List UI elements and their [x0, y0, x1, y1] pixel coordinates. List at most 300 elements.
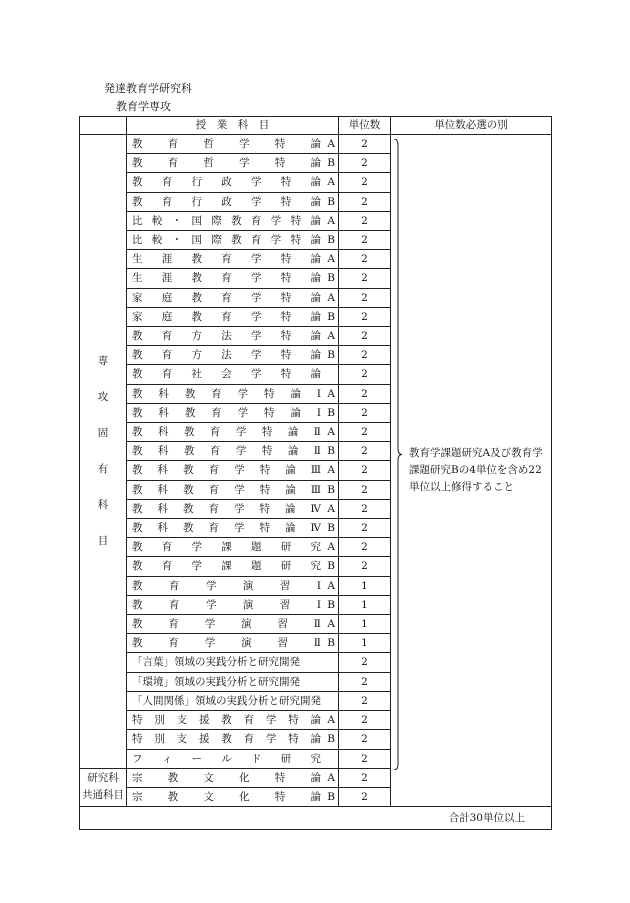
subject-name — [127, 269, 339, 288]
subject-name — [127, 327, 339, 346]
units-value: 2 — [339, 346, 391, 365]
subject-suffix: B — [327, 637, 335, 650]
subject-char: 特 — [280, 310, 292, 323]
subject-char: 教 — [132, 157, 143, 170]
subject-char: 育 — [168, 618, 179, 631]
subject-char: 習 — [279, 598, 291, 611]
subject-char: 生 — [132, 272, 143, 285]
subject-char: 比 — [132, 234, 143, 247]
subject-char: 支 — [176, 733, 188, 746]
subject-char: 学 — [191, 541, 202, 554]
subject-char: 論 — [310, 714, 321, 727]
subject-char: 教 — [183, 464, 194, 477]
subject-char: 論 — [310, 368, 321, 381]
subject-char: ・ — [171, 234, 183, 247]
subject-char: 学 — [251, 253, 262, 266]
subject-char: 究 — [310, 752, 321, 765]
subject-suffix: A — [327, 541, 335, 554]
subject-suffix: B — [327, 598, 335, 611]
subject-char: 題 — [251, 560, 262, 573]
requirement-note — [391, 135, 552, 807]
subject-char: 育 — [221, 253, 232, 266]
subject-char: 習 — [279, 579, 291, 592]
subject-char: 習 — [277, 637, 288, 650]
subject-char: 哲 — [203, 138, 214, 150]
subject-char: Ⅱ — [313, 637, 321, 650]
faculty-title: 発達教育学研究科 — [104, 82, 192, 95]
subject-char: 特 — [288, 733, 299, 746]
units-value: 2 — [339, 173, 391, 192]
subject-char: 特 — [274, 157, 286, 170]
subject-char: 学 — [270, 214, 282, 227]
subject-char: 習 — [277, 618, 288, 631]
subject-char: 学 — [234, 483, 245, 496]
subject-name — [127, 346, 339, 365]
units-value: 2 — [339, 519, 391, 538]
subject-char: 学 — [234, 464, 245, 477]
subject-char: 特 — [280, 349, 292, 362]
units-value: 2 — [339, 480, 391, 499]
subject-char: 育 — [167, 157, 179, 170]
subject-suffix: B — [327, 733, 335, 746]
subject-char: 法 — [221, 330, 232, 343]
subject-char: 宗 — [132, 790, 143, 803]
subject-char: 学 — [251, 195, 262, 208]
subject-char: 特 — [261, 445, 273, 458]
subject-char: 学 — [265, 714, 277, 727]
subject-char: 方 — [191, 349, 202, 362]
units-value: 2 — [339, 423, 391, 442]
subject-char: 特 — [280, 330, 292, 343]
header-row — [80, 117, 552, 135]
subject-char: 特 — [280, 291, 292, 304]
subject-char: 文 — [203, 771, 214, 784]
units-value: 2 — [339, 672, 391, 691]
subject-char: 科 — [157, 502, 168, 515]
subject-suffix: A — [327, 579, 335, 592]
subject-char: 教 — [132, 502, 143, 515]
subject-char: 論 — [310, 253, 321, 266]
subject-char: 論 — [310, 138, 321, 150]
subject-char: 論 — [285, 464, 296, 477]
subject-char: 育 — [161, 349, 173, 362]
subject-char: 論 — [310, 176, 321, 189]
units-value: 2 — [339, 211, 391, 230]
subject-char: 育 — [221, 310, 232, 323]
subject-suffix: A — [327, 771, 335, 784]
subject-char: 学 — [251, 291, 262, 304]
subject-suffix: A — [327, 291, 335, 304]
subject-name — [127, 442, 339, 461]
subject-char: Ⅳ — [310, 522, 321, 535]
subject-char: 特 — [280, 176, 292, 189]
subject-char: 学 — [251, 310, 262, 323]
units-value: 2 — [339, 653, 391, 672]
subject-suffix: B — [327, 445, 335, 458]
subject-char: 育 — [211, 387, 222, 400]
subject-suffix: B — [327, 310, 335, 323]
subject-char: 科 — [158, 406, 169, 419]
subject-char: ー — [191, 752, 202, 765]
subject-name — [127, 787, 339, 806]
subject-char: 政 — [221, 176, 232, 189]
subject-char: 教 — [132, 483, 143, 496]
subject-char: 家 — [132, 291, 143, 304]
subject-char: 政 — [221, 195, 232, 208]
subject-char: 援 — [198, 714, 210, 727]
subject-char: Ⅲ — [310, 483, 321, 496]
subject-char: 比 — [132, 214, 143, 227]
subject-char: 究 — [310, 541, 321, 554]
units-value: 2 — [339, 365, 391, 384]
subject-char: 学 — [265, 733, 277, 746]
subject-char: 教 — [132, 464, 143, 477]
total-row — [80, 807, 552, 830]
subject-char: 宗 — [132, 771, 143, 784]
subject-char: 特 — [259, 464, 271, 477]
subject-char: 育 — [161, 330, 173, 343]
subject-char: 論 — [310, 790, 321, 803]
subject-char: 教 — [183, 445, 195, 458]
category-char: 専 — [97, 355, 109, 368]
subject-char: Ⅰ — [316, 598, 321, 611]
subject-suffix: A — [327, 330, 335, 343]
subject-char: 教 — [191, 291, 202, 304]
subject-char: 教 — [132, 176, 143, 189]
subject-char: 教 — [132, 195, 143, 208]
subject-char: 教 — [184, 387, 196, 400]
subject-char: 特 — [264, 406, 275, 419]
units-value: 2 — [339, 711, 391, 730]
subject-name — [127, 576, 339, 595]
units-value: 2 — [339, 768, 391, 787]
subject-char: 特 — [264, 387, 275, 400]
units-value: 2 — [339, 231, 391, 250]
units-value: 2 — [339, 442, 391, 461]
subject-char: 特 — [259, 502, 270, 515]
subject-suffix: A — [327, 214, 335, 227]
subject-char: 教 — [132, 330, 143, 343]
header-subject: 授 業 科 目 — [127, 117, 339, 135]
subject-name — [127, 403, 339, 422]
subject-char: 較 — [151, 234, 163, 247]
subject-char: 育 — [161, 195, 173, 208]
subject-char: 学 — [237, 406, 249, 419]
subject-name — [127, 211, 339, 230]
subject-name — [127, 653, 339, 672]
subject-name — [127, 307, 339, 326]
subject-suffix: B — [327, 272, 335, 285]
subject-char: 特 — [259, 522, 270, 535]
subject-char: 行 — [191, 195, 202, 208]
subject-suffix: B — [327, 195, 335, 208]
subject-char: 学 — [239, 138, 250, 150]
subject-name — [127, 691, 339, 710]
subject-char: 家 — [132, 310, 143, 323]
subject-suffix: A — [327, 618, 335, 631]
subject-char: 教 — [132, 618, 143, 631]
subject-char: 教 — [132, 445, 143, 458]
units-value: 2 — [339, 538, 391, 557]
subject-char: ド — [251, 752, 262, 765]
category-common-line: 共通科目 — [82, 789, 124, 802]
category-common-line: 研究科 — [87, 772, 119, 785]
subject-char: 論 — [310, 310, 321, 323]
subject-char: 論 — [310, 733, 321, 746]
subject-char: ル — [221, 752, 232, 765]
subject-name — [127, 538, 339, 557]
units-value: 2 — [339, 384, 391, 403]
units-value: 2 — [339, 749, 391, 768]
subject-char: 教 — [132, 541, 143, 554]
units-value: 2 — [339, 307, 391, 326]
units-value: 1 — [339, 634, 391, 653]
subject-name — [127, 499, 339, 518]
subject-name — [127, 634, 339, 653]
header-requirement: 単位数必選の別 — [391, 117, 552, 135]
subject-char: 演 — [242, 598, 254, 611]
subject-name — [127, 384, 339, 403]
subject-name — [127, 192, 339, 211]
subject-char: 方 — [191, 330, 202, 343]
subject-char: 教 — [132, 138, 143, 150]
subject-name — [127, 595, 339, 614]
subject-char: 教 — [132, 522, 143, 535]
subject-char: 育 — [161, 560, 173, 573]
subject-char: 学 — [235, 445, 247, 458]
subject-char: 較 — [151, 214, 163, 227]
subject-char: 国 — [191, 234, 202, 247]
units-value: 2 — [339, 557, 391, 576]
subject-name — [127, 557, 339, 576]
subject-char: 論 — [290, 387, 301, 400]
units-value: 2 — [339, 691, 391, 710]
subject-text: 「環境」領域の実践分析と研究開発 — [132, 675, 300, 688]
subject-name — [127, 768, 339, 787]
subject-char: 特 — [274, 790, 286, 803]
subject-suffix: B — [327, 522, 335, 535]
subject-char: 育 — [167, 138, 179, 150]
subject-char: 学 — [251, 272, 262, 285]
total-units: 合計30単位以上 — [80, 807, 552, 830]
subject-char: 法 — [221, 349, 232, 362]
subject-text: 「人間関係」領域の実践分析と研究開発 — [132, 694, 321, 707]
subject-char: 論 — [310, 291, 321, 304]
subject-char: 学 — [239, 157, 250, 170]
subject-char: 特 — [259, 483, 271, 496]
header-units: 単位数 — [339, 117, 391, 135]
subject-char: Ⅰ — [316, 579, 321, 592]
subject-char: 文 — [203, 790, 214, 803]
subject-char: Ⅳ — [310, 502, 321, 515]
subject-char: 科 — [157, 426, 169, 439]
category-char: 固 — [97, 427, 109, 440]
subject-suffix: B — [327, 790, 335, 803]
subject-char: 教 — [183, 502, 194, 515]
subject-suffix: A — [327, 502, 335, 515]
subject-name — [127, 461, 339, 480]
subject-char: 育 — [221, 272, 232, 285]
category-char: 有 — [97, 463, 109, 476]
subject-char: 演 — [242, 579, 254, 592]
subject-char: Ⅰ — [316, 387, 321, 400]
subject-char: 育 — [161, 368, 173, 381]
subject-char: 論 — [310, 234, 321, 247]
subject-char: 特 — [280, 195, 292, 208]
subject-char: 別 — [154, 733, 165, 746]
subject-char: 学 — [251, 368, 262, 381]
subject-char: 育 — [209, 445, 221, 458]
subject-char: 特 — [288, 714, 299, 727]
subject-char: 会 — [221, 368, 232, 381]
subject-char: ィ — [161, 752, 173, 765]
subject-suffix: B — [327, 406, 335, 419]
subject-char: 学 — [237, 387, 249, 400]
units-value: 2 — [339, 250, 391, 269]
subject-name — [127, 480, 339, 499]
subject-char: 学 — [205, 598, 217, 611]
subject-char: 教 — [132, 368, 143, 381]
subject-char: 論 — [285, 522, 296, 535]
subject-char: 哲 — [203, 157, 214, 170]
subject-char: 学 — [204, 618, 216, 631]
subject-suffix: B — [327, 560, 335, 573]
subject-char: 論 — [285, 483, 296, 496]
subject-char: 研 — [280, 560, 292, 573]
subject-char: 特 — [274, 771, 286, 784]
subject-char: 教 — [167, 771, 179, 784]
subject-suffix: A — [327, 426, 335, 439]
course-table — [79, 116, 552, 830]
subject-char: 特 — [280, 368, 292, 381]
subject-name — [127, 519, 339, 538]
subject-char: 教 — [132, 349, 143, 362]
subject-char: 教 — [132, 579, 143, 592]
brace-icon — [393, 139, 403, 770]
subject-char: 学 — [234, 502, 245, 515]
subject-char: 教 — [184, 406, 196, 419]
subject-char: 育 — [208, 464, 220, 477]
subject-char: 国 — [191, 214, 202, 227]
subject-char: 育 — [250, 234, 262, 247]
subject-char: 育 — [161, 176, 173, 189]
subject-suffix: A — [327, 464, 335, 477]
subject-char: 究 — [310, 560, 321, 573]
subject-char: 科 — [157, 445, 169, 458]
subject-name — [127, 711, 339, 730]
subject-char: 育 — [221, 291, 232, 304]
subject-char: 教 — [132, 387, 143, 400]
units-value: 1 — [339, 576, 391, 595]
subject-char: 学 — [270, 234, 282, 247]
subject-suffix: B — [327, 234, 335, 247]
subject-char: 特 — [261, 426, 273, 439]
subject-char: 課 — [221, 560, 232, 573]
subject-char: 育 — [243, 733, 255, 746]
units-value: 2 — [339, 135, 391, 154]
subject-char: 学 — [204, 637, 216, 650]
units-value: 2 — [339, 327, 391, 346]
subject-char: Ⅰ — [316, 406, 321, 419]
subject-char: 教 — [132, 637, 143, 650]
subject-char: 研 — [280, 752, 292, 765]
subject-name — [127, 423, 339, 442]
subject-char: 育 — [168, 579, 180, 592]
subject-suffix: A — [327, 138, 335, 150]
subject-char: 論 — [310, 330, 321, 343]
category-main — [80, 135, 127, 769]
subject-char: 育 — [211, 406, 222, 419]
category-char: 科 — [97, 499, 109, 512]
units-value: 2 — [339, 461, 391, 480]
subject-char: 際 — [211, 234, 222, 247]
subject-suffix: A — [327, 253, 335, 266]
subject-char: 育 — [208, 522, 219, 535]
subject-char: 教 — [221, 714, 232, 727]
subject-char: 特 — [290, 214, 302, 227]
category-common — [80, 768, 127, 806]
subject-char: 生 — [132, 253, 143, 266]
subject-char: 教 — [132, 598, 143, 611]
subject-char: 科 — [157, 464, 169, 477]
subject-char: 育 — [243, 714, 255, 727]
subject-char: 化 — [239, 771, 250, 784]
subject-char: 教 — [221, 733, 232, 746]
units-value: 2 — [339, 154, 391, 173]
subject-char: 学 — [205, 579, 217, 592]
subject-char: 論 — [310, 771, 321, 784]
subject-char: 特 — [280, 253, 292, 266]
subject-name — [127, 154, 339, 173]
category-char: 目 — [97, 535, 109, 548]
subject-char: 庭 — [161, 310, 173, 323]
subject-char: 課 — [221, 541, 232, 554]
subject-char: 育 — [168, 637, 179, 650]
subject-suffix: B — [327, 157, 335, 170]
subject-char: 題 — [251, 541, 262, 554]
subject-char: 論 — [310, 349, 321, 362]
subject-char: 論 — [287, 426, 299, 439]
subject-char: 研 — [280, 541, 292, 554]
subject-char: 教 — [183, 483, 194, 496]
subject-char: 論 — [287, 445, 299, 458]
subject-char: 教 — [183, 522, 194, 535]
subject-char: 教 — [231, 214, 242, 227]
subject-char: 論 — [285, 502, 296, 515]
subject-char: 教 — [167, 790, 179, 803]
subject-char: 庭 — [161, 291, 173, 304]
header-category — [80, 117, 127, 135]
subject-suffix: B — [327, 349, 335, 362]
subject-char: 演 — [241, 618, 252, 631]
subject-char: ・ — [171, 214, 183, 227]
subject-name — [127, 365, 339, 384]
subject-char: 社 — [191, 368, 202, 381]
units-value: 1 — [339, 595, 391, 614]
subject-char: 特 — [290, 234, 302, 247]
subject-char: 学 — [251, 176, 262, 189]
subject-char: 育 — [208, 483, 220, 496]
subject-name — [127, 749, 339, 768]
subject-char: 涯 — [161, 272, 173, 285]
subject-char: 教 — [191, 272, 202, 285]
subject-char: 演 — [241, 637, 252, 650]
subject-char: 学 — [251, 330, 262, 343]
subject-char: 育 — [208, 502, 219, 515]
subject-suffix: B — [327, 483, 335, 496]
subject-char: 論 — [310, 272, 321, 285]
subject-text: 「言葉」領域の実践分析と研究開発 — [132, 656, 300, 669]
